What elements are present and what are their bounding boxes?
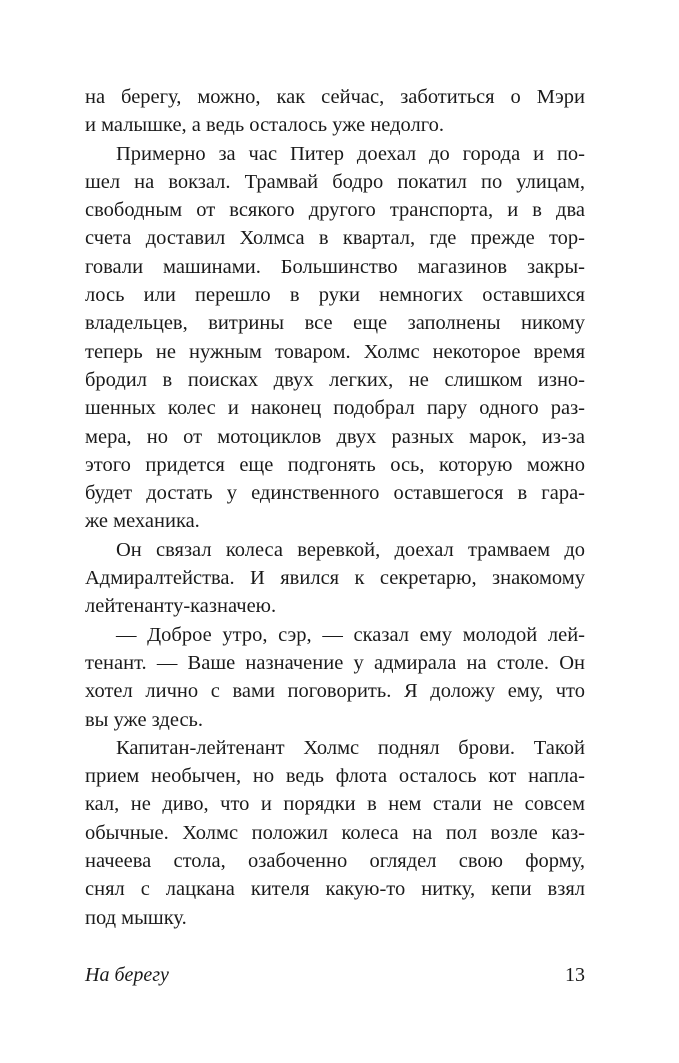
running-title: На берегу bbox=[85, 964, 169, 986]
text-line: мера, но от мотоциклов двух разных марок, из-за bbox=[85, 425, 585, 448]
text-line: говали машинами. Большинство магазинов закры- bbox=[85, 255, 585, 278]
paragraph bbox=[85, 734, 585, 932]
text-line: кал, не диво, что и порядки в нем стали не совсем bbox=[85, 793, 585, 816]
paragraph bbox=[85, 621, 585, 734]
text-line: же механика. bbox=[85, 510, 200, 533]
text-line: вы уже здесь. bbox=[85, 708, 204, 731]
text-line: бродил в поисках двух легких, не слишком изно- bbox=[85, 368, 585, 391]
text-line: Капитан-лейтенант Холмс поднял брови. Такой bbox=[116, 736, 585, 759]
text-line: снял с лацкана кителя какую-то нитку, кепи взял bbox=[85, 878, 585, 901]
text-line: — Доброе утро, сэр, — сказал ему молодой лей- bbox=[116, 623, 585, 646]
text-line: свободным от всякого другого транспорта, и в два bbox=[85, 199, 585, 222]
text-line: тенант. — Ваше назначение у адмирала на столе. Он bbox=[85, 651, 585, 674]
text-line: Примерно за час Питер доехал до города и по- bbox=[116, 142, 585, 165]
text-line: прием необычен, но ведь флота осталось кот напла- bbox=[85, 765, 585, 788]
text-line: на берегу, можно, как сейчас, заботиться о Мэри bbox=[85, 86, 585, 108]
text-line: лейтенанту-казначею. bbox=[85, 595, 277, 618]
page-body bbox=[85, 83, 585, 932]
text-line: лось или перешло в руки немногих оставшихся bbox=[85, 284, 585, 307]
text-line: шел на вокзал. Трамвай бодро покатил по улицам, bbox=[85, 170, 585, 193]
text-line: обычные. Холмс положил колеса на пол возле каз- bbox=[85, 821, 585, 844]
text-line: Адмиралтейства. И явился к секретарю, знакомому bbox=[85, 567, 585, 590]
text-line: будет достать у единственного оставшегося в гара- bbox=[85, 482, 585, 505]
paragraph bbox=[85, 140, 585, 536]
text-line: начеева стола, озабоченно оглядел свою форму, bbox=[85, 850, 585, 873]
paragraph bbox=[85, 83, 585, 140]
text-line: хотел лично с вами поговорить. Я доложу ему, что bbox=[85, 680, 585, 703]
text-line: и малышке, а ведь осталось уже недолго. bbox=[85, 114, 445, 137]
paragraph bbox=[85, 536, 585, 621]
text-line: счета доставил Холмса в квартал, где прежде тор- bbox=[85, 227, 585, 250]
text-line: под мышку. bbox=[85, 906, 187, 929]
text-line: Он связал колеса веревкой, доехал трамваем до bbox=[116, 538, 585, 561]
text-line: шенных колес и наконец подобрал пару одного раз- bbox=[85, 397, 585, 420]
text-line: теперь не нужным товаром. Холмс некоторое время bbox=[85, 340, 585, 363]
text-line: этого придется еще подгонять ось, которую можно bbox=[85, 453, 585, 476]
page-number: 13 bbox=[565, 964, 585, 986]
text-line: владельцев, витрины все еще заполнены никому bbox=[85, 312, 585, 335]
